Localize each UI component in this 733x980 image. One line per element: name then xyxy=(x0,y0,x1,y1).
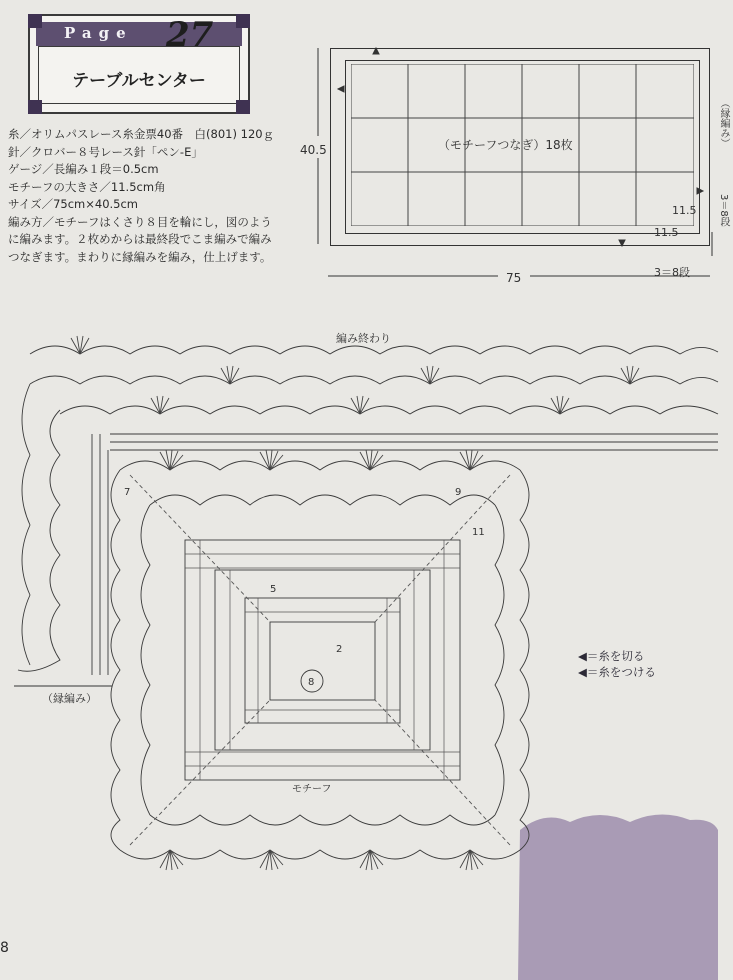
attach-thread-icon: ◀ xyxy=(578,665,587,679)
row-number: 2 xyxy=(336,644,343,655)
row-number: 9 xyxy=(455,487,462,498)
spec-hook: 針／クロバー８号レース針「ペン-E」 xyxy=(8,144,203,159)
motif-height-label: 11.5 xyxy=(672,204,697,217)
height-label: 40.5 xyxy=(300,143,327,157)
edge-note: （縁編み） xyxy=(718,98,729,148)
width-label: 75 xyxy=(506,271,522,285)
page-number-fragment: 8 xyxy=(0,940,9,956)
row-number: 5 xyxy=(270,584,277,595)
finish-label: 編み終わり xyxy=(336,332,391,345)
center-ring-label: 8 xyxy=(308,677,315,688)
spec-gauge: ゲージ／長編み１段＝0.5cm xyxy=(8,162,159,176)
dimension-lines xyxy=(0,0,733,300)
chart-edge-label: （縁編み） xyxy=(42,692,97,705)
layout-center-label: （モチーフつなぎ）18枚 xyxy=(438,138,573,152)
page-number: 27 xyxy=(166,15,214,55)
page-title: テーブルセンター xyxy=(72,71,206,91)
legend-attach: ◀＝糸をつける xyxy=(578,665,656,679)
row-number: 11 xyxy=(472,527,485,538)
motif-label: モチーフ xyxy=(292,784,332,795)
border-right-label: 3＝8段 xyxy=(718,194,729,227)
row-number: 7 xyxy=(124,487,131,498)
page-label: Page xyxy=(64,24,133,42)
spec-motif-size: モチーフの大きさ／11.5cm角 xyxy=(8,179,166,194)
border-bottom-label: 3＝8段 xyxy=(654,266,690,279)
spec-size: サイズ／75cm×40.5cm xyxy=(8,197,139,211)
spec-yarn: 糸／オリムパスレース糸金票40番 白(801) 120ｇ xyxy=(8,127,275,141)
legend-cut: ◀＝糸を切る xyxy=(578,649,645,663)
spec-instructions: 編み方／モチーフはくさり８目を輪にし，図のように編みます。２枚めからは最終段でこま編みで編みつなぎます。まわりに縁編みを編み，仕上げます。 xyxy=(8,214,272,264)
motif-width-label: 11.5 xyxy=(654,226,679,239)
shaded-motif-right xyxy=(515,814,718,980)
cut-thread-icon: ◀ xyxy=(578,649,587,663)
